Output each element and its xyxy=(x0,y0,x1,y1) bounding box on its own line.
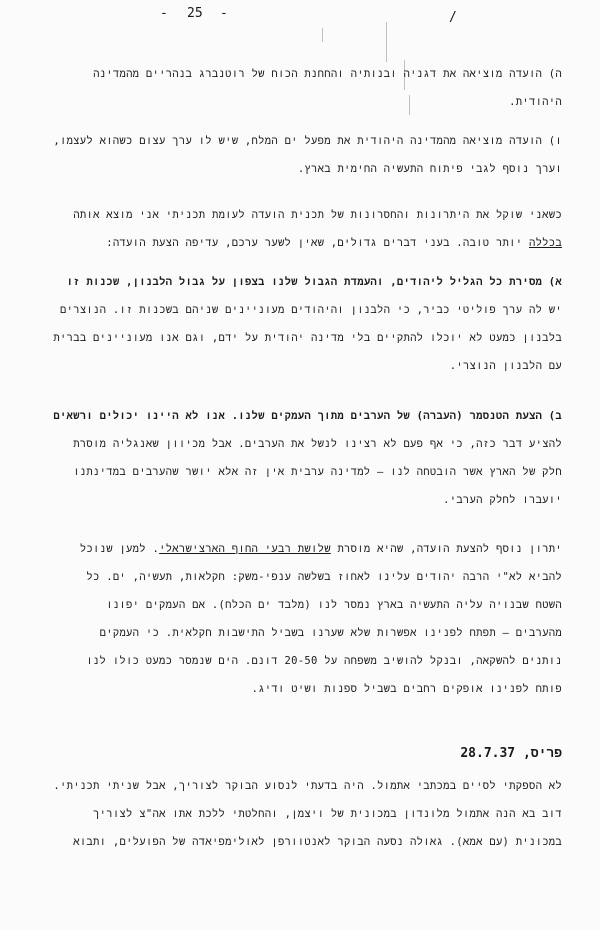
underlined-phrase: שלושת רבעי החוף הארצישראלי xyxy=(159,543,331,555)
text-line: להציע דבר כזה, כי אף פעם לא רצינו לנשל את הערבים. אבל מכיוון שאנגליה מוסרת xyxy=(73,438,562,450)
scan-artifact-line xyxy=(322,28,323,42)
text-line: בלבנון כמעט לא יוכלו להתקיים בלי מדינה יהודית על ידם, וגם אנו מעוניינים בברית xyxy=(53,332,562,344)
text-line: מהערבים – תפתח לפנינו אפשרות שלא שערנו בשביל התישבות חקלאית. כי העמקים xyxy=(99,627,562,639)
header-dash-right: - xyxy=(220,6,228,21)
text-line: היהודית. xyxy=(509,96,562,108)
text-fragment: יותר טובה. בעני דברים גדולים, שאין לשער ערכם, עדיפה הצעת הועדה: xyxy=(106,237,523,249)
text-line: יש לה ערך פוליטי כביר, כי הלבנון והיהודים מעוניינים שניהם בשכנות זו. הנוצרים xyxy=(60,304,562,316)
text-line: חלק של הארץ אשר הובטחה לנו – למדינה ערבית אין זה אלא יושר שהערבים במדינתנו xyxy=(73,466,562,478)
text-line: לא הספקתי לסיים במכתבי אתמול. היה בדעתי לנסוע הבוקר לצוריך, אבל שניתי תכניתי. xyxy=(53,780,562,792)
text-line: ה) הועדה מוציאה את דגניה ובנותיה והחחנת הכוח של רוטנברג בנהריים מהמדינה xyxy=(93,68,562,80)
text-fragment: . למען שנוכל xyxy=(79,543,160,555)
text-fragment: יתרון נוסף להצעת הועדה, שהיא מוסרת xyxy=(337,543,562,555)
text-line: להביא לא"י הרבה יהודים עלינו לאחוז בשלשה ענפי-משק: חקלאות, תעשיה, ים. כל xyxy=(86,571,562,583)
date-heading: פריס, 28.7.37 xyxy=(460,746,562,761)
page-number: 25 xyxy=(187,6,203,21)
page-header xyxy=(150,4,290,26)
text-line xyxy=(38,237,562,250)
stray-pen-mark: / xyxy=(449,10,457,25)
scan-artifact-line xyxy=(386,22,387,62)
underlined-phrase: בכללה xyxy=(528,237,562,249)
text-line: דוב בא הנה אתמול מלונדון במכונית של ויצמן, והחלטתי ללכת אתו אה"צ לצוריך xyxy=(93,808,562,820)
text-line: עם הלבנון הנוצרי. xyxy=(449,360,562,372)
text-line: פותח לפנינו אופקים רחבים בשביל ספנות ושיט ודיג. xyxy=(251,683,562,695)
text-line: נותנים להשקאה, ובנקל להושיב משפחה על 20-50 דונם. הים שנמסר כמעט כולו לנו xyxy=(86,655,562,667)
text-line: ב) הצעת הטנסמר (העברה) של הערבים מתוך העמקים שלנו. אנו לא היינו יכולים ורשאים xyxy=(53,410,562,422)
text-line: השטח שבנויה עליה התעשיה בארץ נמסר לנו (מלבד ים הכלח). אם העמקים יפונו xyxy=(106,599,562,611)
text-line: ו) הועדה מוציאה מהמדינה היהודית את מפעל ים המלח, שיש לו ערך עצום כשהוא לעצמו, xyxy=(53,135,562,147)
text-line: כשאני שוקל את היתרונות והחסרונות של תכנית הועדה לעומת תכניתי אני מוצא אותה xyxy=(73,209,562,221)
text-line: וערך נוסף לגבי פיתוח התעשיה החימית בארץ. xyxy=(297,163,562,175)
text-line: במכונית (עם אמא). גאולה נסעה הבוקר לאנטוורפן לאולימפיאדה של הפועלים, ותבוא xyxy=(73,836,562,848)
text-line: א) מסירת כל הגליל ליהודים, והעמדת הגבול שלנו בצפון על גבול הלבנון, שכנות זו xyxy=(66,276,562,288)
header-dash-left: - xyxy=(160,6,168,21)
text-line: יועברו לחלק הערבי. xyxy=(443,494,562,506)
text-line xyxy=(38,543,562,556)
